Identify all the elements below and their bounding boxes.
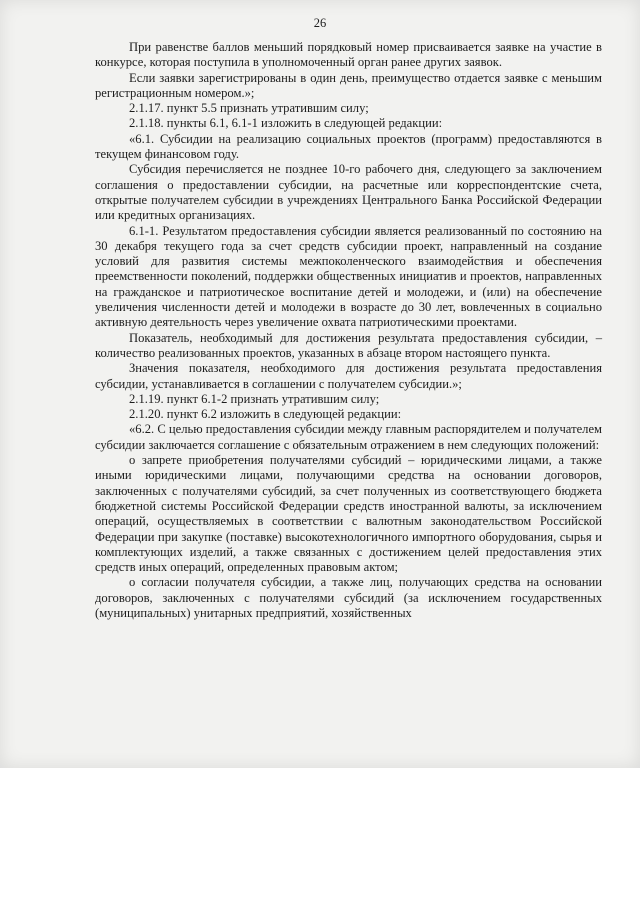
paragraph: 2.1.19. пункт 6.1-2 признать утратившим силу; bbox=[129, 391, 380, 406]
paragraph: Показатель, необходимый для достижения результата предоставления субсидии, – количество реализованных проектов, указанных в абзаце втором настоящего пункта. bbox=[95, 330, 602, 360]
paragraph: Если заявки зарегистрированы в один день, преимущество отдается заявке с меньшим регистрационным номером.»; bbox=[95, 70, 602, 100]
blank-area bbox=[0, 768, 640, 905]
paragraph: Значения показателя, необходимого для достижения результата предоставления субсидии, устанавливается в соглашении с получателем субсидии.»; bbox=[95, 361, 602, 391]
page-number: 26 bbox=[313, 16, 327, 30]
paragraph: о согласии получателя субсидии, а также лиц, получающих средства на основании договоров, заключенных с получателями субсидий (за исключением государственных (муниципальных) унитарных предприятий, хозяйственных bbox=[95, 575, 602, 620]
paragraph: «6.2. С целью предоставления субсидии между главным распорядителем и получателем субсидии заключается соглашение с обязательным отражением в нем следующих положений: bbox=[95, 422, 603, 452]
paragraph: 2.1.18. пункты 6.1, 6.1-1 изложить в следующей редакции: bbox=[129, 116, 443, 131]
paragraph: о запрете приобретения получателями субсидий – юридическими лицами, а также иными юридическими лицами, получающими средства на основании договоров, заключенных с получателями субсидий, за счет полученных из соответствующего бюджета бюджетной системы Российской Федерации средств иностранной валюты, за исключением операций, осуществляемых в соответствии с валютным законодательством Российской Федерации при закупке (поставке) высокотехнологичного импортного оборудования, сырья и комплектующих изделий, а также связанных с достижением целей предоставления этих средств иных операций, определенных правовым актом; bbox=[95, 453, 602, 575]
paragraph: «6.1. Субсидии на реализацию социальных проектов (программ) предоставляются в текущем финансовом году. bbox=[95, 131, 602, 162]
paragraph: 2.1.17. пункт 5.5 признать утратившим силу; bbox=[129, 101, 369, 116]
document-body bbox=[95, 40, 602, 621]
paragraph: 2.1.20. пункт 6.2 изложить в следующей редакции: bbox=[129, 407, 402, 422]
paragraph: Субсидия перечисляется не позднее 10-го рабочего дня, следующего за заключением соглашения о предоставлении субсидии, на расчетные или корреспондентские счета, открытые получателем субсидии в учреждениях Центрального Банка Российской Федерации или кредитных организациях. bbox=[95, 162, 602, 223]
paragraph: При равенстве баллов меньший порядковый номер присваивается заявке на участие в конкурсе, которая поступила в уполномоченный орган ранее других заявок. bbox=[95, 40, 602, 70]
paragraph: 6.1-1. Результатом предоставления субсидии является реализованный по состоянию на 30 декабря текущего года за счет средств субсидии проект, направленный на создание условий для развития системы межпоколенческого взаимодействия и обеспечения преемственности поколений, поддержки общественных инициатив и проектов, направленных на гражданское и патриотическое воспитание детей и молодежи, и (или) на обеспечение увеличения численности детей и молодежи в возрасте до 30 лет, вовлеченных в социально активную деятельность через увеличение охвата патриотическими проектами. bbox=[95, 223, 602, 330]
